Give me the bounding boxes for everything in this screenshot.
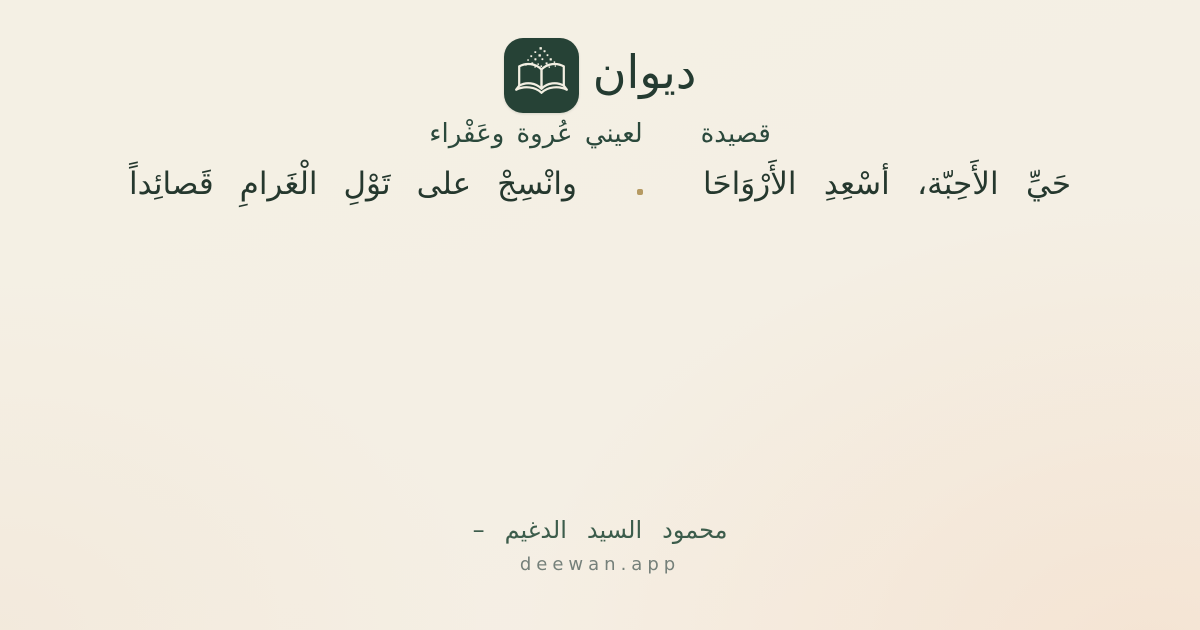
poet-name-word: محمود xyxy=(662,516,728,544)
verse-word: الْغَرامِ xyxy=(239,166,318,202)
verse-word: أسْعِدِ xyxy=(823,166,890,202)
attribution-dash: – xyxy=(472,516,485,544)
verse-hemistich-2 xyxy=(129,166,577,202)
verse-word: قَصائِداً xyxy=(129,166,214,202)
verse-line xyxy=(0,166,1200,202)
verse-word: تَوْلِ xyxy=(343,166,391,202)
poem-kind-label: قصيدة xyxy=(700,119,771,149)
verse-word: على xyxy=(416,166,472,202)
verse-word: الأَرْوَاحَا xyxy=(703,166,797,202)
brand-row xyxy=(0,38,1200,113)
verse-word: الأَحِبّة، xyxy=(917,166,999,202)
hemistich-separator-dot xyxy=(637,189,643,195)
app-name: ديوان xyxy=(592,44,697,99)
site-url: deewan.app xyxy=(519,554,681,575)
poem-subtitle xyxy=(0,119,1200,149)
verse-hemistich-1 xyxy=(703,166,1071,202)
poem-title: لعيني عُروة وعَفْراء xyxy=(429,119,643,149)
app-logo xyxy=(504,38,579,113)
verse-word: وانْسِجْ xyxy=(497,166,577,202)
poet-name-word: الدغيم xyxy=(504,516,567,544)
verse-word: حَيِّ xyxy=(1025,166,1071,202)
poet-attribution xyxy=(0,516,1200,544)
open-book-sparkles-icon xyxy=(504,36,579,115)
poet-name-word: السيد xyxy=(586,516,643,544)
